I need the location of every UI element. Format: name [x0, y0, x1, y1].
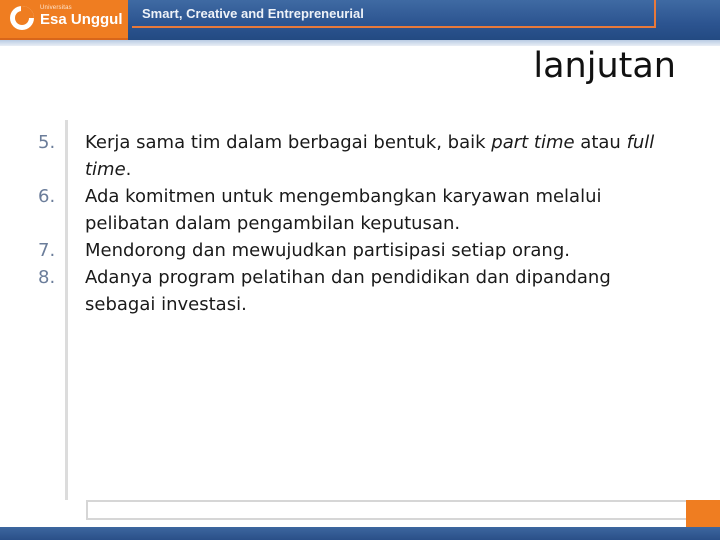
footer-accent: [686, 500, 720, 527]
logo-small-text: Universitas: [40, 5, 72, 11]
list-item-text: Ada komitmen untuk mengembangkan karyawan melalui pelibatan dalam pengambilan keputusan.: [85, 186, 602, 234]
list-item-text: Adanya program pelatihan dan pendidikan dan dipandang sebagai investasi.: [85, 267, 611, 315]
decorative-bottom-frame: [86, 500, 686, 520]
list-item: [38, 237, 658, 264]
list-number: 7.: [38, 240, 56, 261]
header-bar: [0, 0, 720, 40]
list-number: 6.: [38, 186, 56, 207]
university-logo: [0, 0, 128, 40]
logo-emblem-icon: [10, 6, 34, 30]
list-number: 5.: [38, 132, 56, 153]
numbered-list: [38, 129, 658, 318]
logo-name: Esa Unggul: [40, 11, 123, 28]
list-number: 8.: [38, 267, 56, 288]
list-item-text: Kerja sama tim dalam berbagai bentuk, baik part time atau full time.: [85, 132, 655, 180]
list-item: [38, 183, 658, 237]
tagline: Smart, Creative and Entrepreneurial: [142, 6, 364, 21]
list-item: [38, 264, 658, 318]
list-item-text: Mendorong dan mewujudkan partisipasi setiap orang.: [85, 240, 570, 261]
slide-title: lanjutan: [533, 46, 676, 86]
list-item: [38, 129, 658, 183]
footer-bar: [0, 527, 720, 540]
